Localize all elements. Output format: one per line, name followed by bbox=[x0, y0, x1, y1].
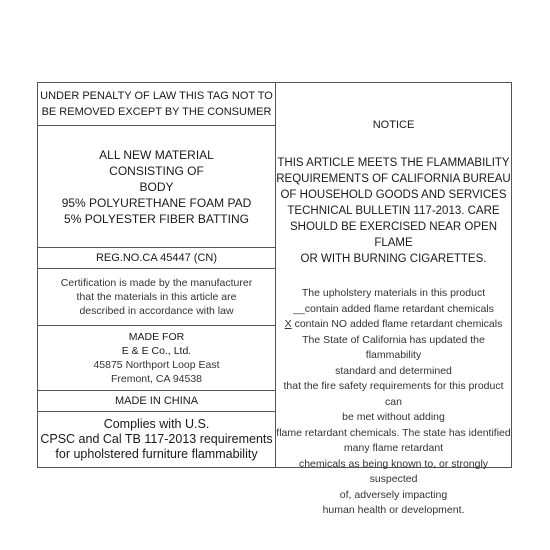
no-flame-retardant-option: X contain NO added flame retardant chemicals bbox=[284, 318, 503, 330]
law-tag bbox=[37, 82, 512, 516]
checked-mark: X bbox=[284, 318, 292, 330]
certification-text: Certification is made by the manufacturer that the materials in this article are described in accordance with law bbox=[38, 269, 275, 326]
country-of-origin: MADE IN CHINA bbox=[38, 391, 275, 412]
tag-left-column bbox=[38, 83, 276, 467]
notice-column bbox=[276, 83, 511, 516]
flammability-statement: THIS ARTICLE MEETS THE FLAMMABILITY REQUIREMENTS OF CALIFORNIA BUREAU OF HOUSEHOLD GOODS AND SERVICES TECHNICAL BULLETIN 117-2013. CARE SHOULD BE EXERCISED NEAR OPEN FLAME OR WITH BURNING CIGARETTES. bbox=[276, 157, 511, 265]
flame-retardant-disclosure: The upholstery materials in this product __contain added flame retardant chemicals X contain NO added flame retardant chemicals The State of California has updated the flammability standard and determined that the fire safety requirements for this product can be met without adding flame retardant chemicals. The state has identified many flame retardant chemicals as being known to, or strongly suspected of, adversely impacting human health or development. bbox=[276, 287, 511, 516]
made-for-block: MADE FOR E & E Co., Ltd. 45875 Northport Loop East Fremont, CA 94538 bbox=[38, 326, 275, 391]
penalty-notice: UNDER PENALTY OF LAW THIS TAG NOT TO BE REMOVED EXCEPT BY THE CONSUMER bbox=[38, 83, 275, 126]
registration-number: REG.NO.CA 45447 (CN) bbox=[38, 248, 275, 269]
notice-title: NOTICE bbox=[372, 119, 415, 131]
compliance-statement: Complies with U.S. CPSC and Cal TB 117-2013 requirements for upholstered furniture flammability bbox=[40, 417, 273, 461]
material-content: ALL NEW MATERIAL CONSISTING OF BODY 95% POLYURETHANE FOAM PAD 5% POLYESTER FIBER BATTING bbox=[38, 126, 275, 248]
